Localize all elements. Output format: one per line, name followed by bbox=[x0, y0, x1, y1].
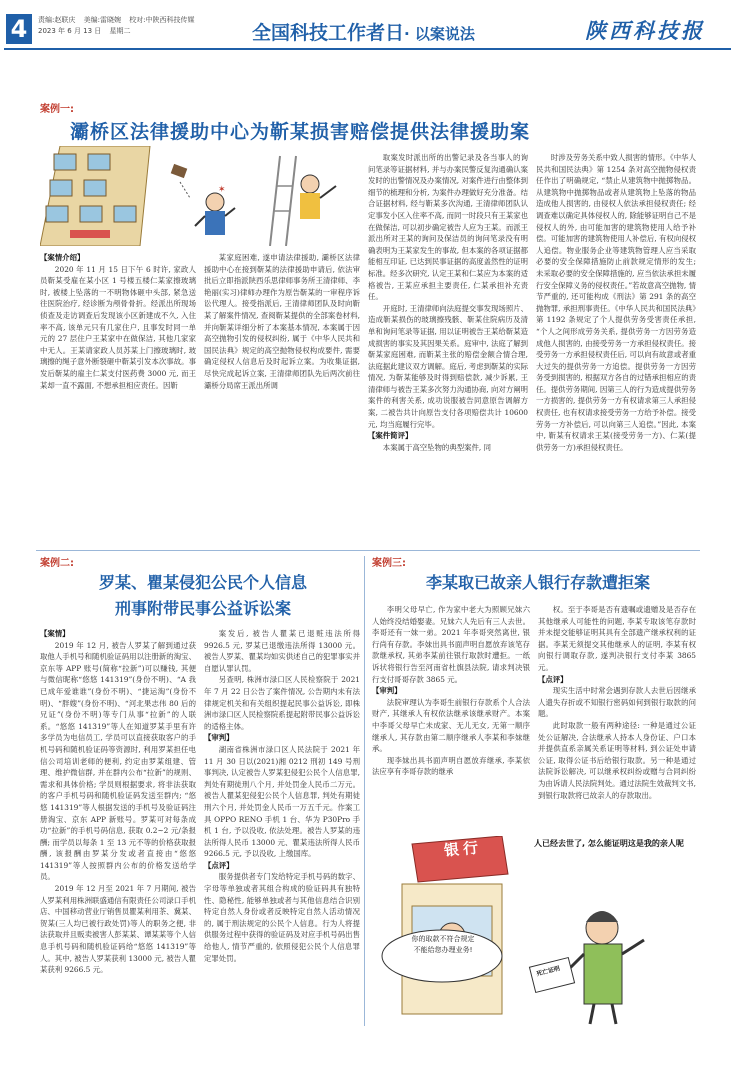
case3-col1-para1: 李明父母早亡, 作为家中老大为照顾兄妹六人始终没结婚娶妻。兄妹六人先后有三人去世。李哥还有一妹一弟。2021 年李哥突然离世, 银行尚有存款。李妹出具书面声明自愿放弃该笔存款继承权, 其弟李某前往银行取款时遭拒。一纸诉状将银行告至河南省杜旗县法院, 请求判决银行支付哥哥存款 3865 元。 bbox=[372, 605, 530, 684]
case3-cartoon-svg bbox=[372, 836, 698, 1026]
case1-headline: 灞桥区法律援助中心为靳某损害赔偿提供法律援助案 bbox=[70, 121, 531, 143]
case1-col3-para2: 开庭时, 王清律师向法庭提交事发现场照片、造成靳某损伤的玻璃擦残骸、靳某住院病历及清单和询问笔录等证据, 用以证明被告王某给靳某造成损害的事实及其因果关系。庭审中, 法庭了解到靳某家庭困难, 而靳某主张的赔偿金额合情合理, 法庭据此建议双方调解。庭后, 考虑到靳某的实际情况, 为靳某能够及时得到赔偿款, 减少诉累, 王清律师与被告王某多次努力沟通协商, 向对方阐明案件的利害关系, 成功说服被告同意原告调解方案, 二被告共计向原告支付各项赔偿共计 10600 元, 均当庭履行完毕。 bbox=[368, 303, 528, 429]
case1-col1-heading: 【案情介绍】 bbox=[40, 253, 85, 262]
case-divider-vertical bbox=[364, 556, 365, 1026]
case2-headline bbox=[48, 570, 358, 622]
case3-col1-para2: 法院审理认为李哥生前银行存款系个人合法财产, 其继承人有权依法继承该继承财产。本案中李哥父母早亡未成家、无儿无女, 无第一顺序继承人, 其存款由第二顺序继承人李某和李妹继承。 bbox=[372, 697, 530, 754]
case2-col2-para3: 湖南省株洲市渌口区人民法院于 2021 年 11 月 30 日以(2021)湘 0212 刑初 149 号刑事判决, 认定被告人罗某犯侵犯公民个人信息罪, 判处有期徒刑八个月, 并处罚金人民币二万元。被告人瞿某犯侵犯公民个人信息罪, 判处有期徒刑六个月, 并处罚金人民币一万五千元。作案工具 OPPO RENO 手机 1 台、华为 P30Pro 手机 1 台, 予以没收, 依法处理。被告人罗某的违法所得人民币 13000 元、瞿某违法所得人民币 9266.5 元, 予以没收, 上缴国库。 bbox=[204, 744, 360, 859]
case3-column-2 bbox=[538, 604, 696, 830]
case2-col2-heading1: 【审判】 bbox=[204, 733, 234, 743]
case2-label: 案例二: bbox=[40, 558, 74, 569]
case3-col2-para2: 现实生活中时常会遇到存款人去世后因继承人遗失存折或不知银行密码如何到银行取款的问题。 bbox=[538, 686, 696, 719]
death-cert-label: 死亡证明 bbox=[535, 965, 561, 978]
case1-column-1 bbox=[40, 252, 196, 544]
section-subtitle: · 以案说法 bbox=[404, 25, 475, 43]
case3-cartoon bbox=[372, 836, 698, 1026]
case2-col1-heading: 【案情】 bbox=[40, 629, 70, 638]
section-title-text: 全国科技工作者日 bbox=[252, 22, 405, 44]
bank-sign-label: 银行 bbox=[443, 838, 483, 860]
case2-headline-line2: 刑事附带民事公益诉讼案 bbox=[114, 599, 291, 618]
weekday-label: 星期二 bbox=[109, 27, 131, 35]
masthead-meta bbox=[38, 15, 201, 37]
case3-col2-para1: 权。至于李哥是否有遗嘱或遗赠及是否存在其他继承人可能性的问题, 李某专取该笔存款时并未提交能够证明其具有全部遗产继承权利的证据。李某无须提交其他继承人的证明, 李某有权向银行调取存款, 遂判决银行支付李某 3865 元。 bbox=[538, 605, 696, 672]
case2-col2-para4: 服务提供者专门发给特定手机号码的数字、字母等单独或者其组合构成的验证码具有独特性、隐秘性, 能够单独或者与其他信息结合识别特定自然人身份或者反映特定自然人活动情况的, 属于刑法规定的公民个人信息。行为人将提供服务过程中获得的验证码及对应手机号码出售给他人, 情节严重的, 依照侵犯公民个人信息罪定罪处罚。 bbox=[204, 872, 360, 963]
designer-label: 美编:雷晓婉 bbox=[83, 16, 121, 24]
proof-label: 校对:中陕西科技传媒 bbox=[129, 16, 195, 24]
date-label: 2023 年 6 月 13 日 bbox=[38, 27, 102, 35]
case1-illustration-svg bbox=[40, 146, 360, 246]
case1-column-2 bbox=[204, 252, 360, 544]
case3-col2-para3: 此时取款一般有两种途径: 一种是通过公证处公证解决, 合法继承人持本人身份证、户口本并提供直系亲属关系证明等材料, 到公证处申请公证, 取得公证书后给银行取款。另一种是通过法院诉讼解决, 可以继承权纠纷或赠与合同纠纷为由诉请人民法院判处。通过法院生效裁判文书, 到银行取款将已故亲人的存款取出。 bbox=[538, 720, 696, 800]
svg-text:✶: ✶ bbox=[218, 185, 226, 195]
case-divider-1 bbox=[36, 550, 700, 551]
case2-headline-line1: 罗某、瞿某侵犯公民个人信息 bbox=[98, 573, 307, 592]
case1-col4-para: 时涉及劳务关系中致人损害的情形。《中华人民共和国民法典》第 1254 条对高空抛物侵权责任作出了明确规定, “禁止从建筑物中抛掷物品。从建筑物中抛掷物品或者从建筑物上坠落的物品造成他人损害的, 由侵权人依法承担侵权责任; 经调查难以确定具体侵权人的, 除能够证明自己不是侵权人的外, 由可能加害的建筑物使用人给予补偿。可能加害的建筑物使用人补偿后, 有权向侵权人追偿。物业服务企业等建筑物管理人应当采取必要的安全保障措施防止前款规定情形的发生; 未采取必要的安全保障措施的, 应当依法承担未履行安全保障义务的侵权责任。”若故意高空抛物, 情节严重的, 还可能构成《刑法》第 291 条的高空抛物罪, 承担刑事责任。《中华人民共和国民法典》第 1192 条规定了个人提供劳务受害责任承担, “个人之间形成劳务关系, 提供劳务一方因劳务造成他人损害的, 由接受劳务一方承担侵权责任。接受劳务一方承担侵权责任后, 可以向有故意或者重大过失的提供劳务一方追偿。提供劳务一方因劳务受到损害的, 根据双方各自的过错承担相应的责任。提供劳务期间, 因第三人的行为造成提供劳务一方损害的, 提供劳务一方有权请求第三人承担侵权责任, 也有权请求接受劳务一方给予补偿。接受劳务一方补偿后, 可以向第三人追偿。”因此, 本案中, 靳某有权请求王某(接受劳务一方)、仁某(提供劳务一方)承担侵权责任。 bbox=[536, 153, 696, 452]
masthead-rule bbox=[4, 48, 731, 50]
section-title bbox=[252, 18, 475, 45]
case2-col2-para2: 另查明, 株洲市渌口区人民检察院于 2021 年 7 月 22 日公告了案件情况, 公告期内未有法律规定机关和有关组织提起民事公益诉讼, 即株洲市渌口区人民检察院系提起附带民事公益诉讼的适格主体。 bbox=[204, 675, 360, 731]
paper-logo: 陕西科技报 bbox=[585, 18, 705, 43]
case3-col1-para3: 现李妹出具书面声明自愿放弃继承, 李某依法应享有李哥存款的继承 bbox=[372, 755, 530, 777]
page-number: 4 bbox=[6, 14, 32, 44]
case2-column-2 bbox=[204, 628, 360, 1020]
case3-column-1 bbox=[372, 604, 530, 830]
cartoon-caption: 人已经去世了, 怎么能证明这是我的亲人呢 bbox=[534, 839, 684, 848]
bubble-text: 你的取款不符合规定 不能给您办理业务! bbox=[411, 935, 475, 954]
case1-col3-para1: 取案发时派出所的出警记录及各当事人的询问笔录等证据材料, 并与办案民警反复沟通确认案发时的出警情况及办案情况, 对案件进行由整体到细节的梳理和分析, 为案件办理做好充分准备。结合证据材料, 经与靳某多次沟通, 王清律师团队认定事发小区入住率不高, 而同一时段只有王某家也在做保洁, 可以初步确定被告人应为王某。而派王派出所对王某的询问及保洁员的询问笔录没有明确表明为王某家发生的事故, 但本案的各项证据都能相互印证, 已达到民事证据的高度盖然性的证明标准。经多次研究, 认定王某和仁某应为本案的适格被告, 王某应承担主要责任, 仁某承担补充责任。 bbox=[368, 153, 528, 302]
case1-label: 案例一: bbox=[40, 104, 74, 115]
case1-column-3 bbox=[368, 152, 528, 544]
case3-col2-heading: 【点评】 bbox=[538, 674, 568, 684]
editor-label: 责编:赵联庆 bbox=[38, 16, 76, 24]
case2-column-1 bbox=[40, 628, 196, 1020]
case3-label: 案例三: bbox=[372, 558, 406, 569]
case1-col2-para: 某家庭困难, 遂申请法律援助, 灞桥区法律援助中心在接到靳某的法律援助申请后, 依法审批后立即指派陕西乐思律师事务所王清律师、李艳丽(实习)律师办理作为原告靳某的一审程序诉讼代理人。接受指派后, 王清律师团队及时向靳某了解案件情况, 查阅靳某提供的全部案卷材料, 并向靳某详细分析了本案基本情况, 本案属于因高空抛物引发的侵权纠纷, 属于《中华人民共和国民法典》规定的高空抛物侵权构成要件, 需要确定侵权人信息后及时起诉立案。为收集证据, 尽快完成起诉立案, 王清律师团队先后两次前往灞桥分局席王派出所调 bbox=[204, 253, 360, 390]
case1-col3-heading: 【案件简评】 bbox=[368, 431, 413, 441]
case2-col2-heading2: 【点评】 bbox=[204, 860, 234, 870]
building-icon bbox=[40, 146, 150, 246]
case2-col2-para1: 案发后, 被告人瞿某已退赃违法所得 9926.5 元, 罗某已退缴违法所得 13000 元。被告人罗某、瞿某均如实供述自己的犯罪事实并自愿认罪认罚。 bbox=[204, 629, 360, 673]
case3-col1-heading: 【审判】 bbox=[372, 686, 402, 696]
masthead bbox=[0, 0, 735, 50]
case1-col1-para: 2020 年 11 月 15 日下午 6 时许, 家政人员靳某受雇在某小区 1 号楼五楼仁某家擦玻璃时, 被楼上坠落的一不明物体砸中头部, 紧急送往医院治疗, 经诊断为颅骨骨折。经派出所现场侦查及走访调查后发现该小区新建成不久, 入住率不高, 该单元只有几家住户, 且事发时同一单元的 27 层住户王某家中在做保洁, 其他几家家中无人。王某请家政人员苏某上门擦玻璃时, 玻璃擦的绳子意外断裂砸中靳某引发本次事故。事发后靳某的雇主仁某支付医药费 3000 元, 而王某却一直不露面, 不想承担相应责任。因靳 bbox=[40, 264, 196, 390]
case1-illustration bbox=[40, 146, 360, 246]
case1-column-4 bbox=[536, 152, 696, 544]
case2-col1-para1: 2019 年 12 月, 被告人罗某了解到通过获取他人手机号和随机验证码用以注册新的淘宝、京东等 APP 账号(简称“拉新”)可以赚钱, 其便与微信昵称“悠悠 141319”(身份不明)、“A 我已成年爱谁谁”(身份不明)、“捷运淘”(身份不明)、“胖嫂”(身份不明)、“河北果志伟 80 后的兄证”(身份不明)等专门从事“拉新”的人联系。“悠悠 141319”等人在知道罗某手里有许多学员为电信员工, 学员可以直接获取客户的手机号码和随机验证码等资源时, 利用罗某担任电信公司培训老师的便利, 约定由罗某组建、管理、维护微信群, 并在群内公布“拉新”的规则、需求和具体价格; 学员则根据要求, 将非法获取的客户手机号码和随机验证码发送至群内; “悠悠 141319”等人根据发送的手机号及验证码注册淘宝、京东 APP 新账号。罗某可对每条成功“拉新”的手机号码信息, 获取 0.2~2 元/条报酬; 而学员以每条 1 至 13 元不等的价格获取报酬, 该报酬由罗某分发或者直接由“悠悠 141319”等人按照群内公布的价格发送给学员。 bbox=[40, 640, 196, 882]
case2-col1-para2: 2019 年 12 月至 2021 年 7 月期间, 被告人罗某利用株洲联盛通信有限责任公司渌口手机店、中国移动营业厅销售员瞿某利用茶、冀某、贺某(三人均已被行政处罚)等人的职务之便, 非法获取并且贩卖被害人彭某某、谭某某等个人信息手机号码和随机验证码给“悠悠 141319”等人。其中, 被告人罗某获利 13000 元, 被告人瞿某获利 9266.5 元。 bbox=[40, 884, 196, 975]
case3-headline: 李某取已故亲人银行存款遭拒案 bbox=[425, 573, 650, 592]
case1-col3-para3: 本案属于高空坠物的典型案件, 同 bbox=[382, 442, 491, 452]
